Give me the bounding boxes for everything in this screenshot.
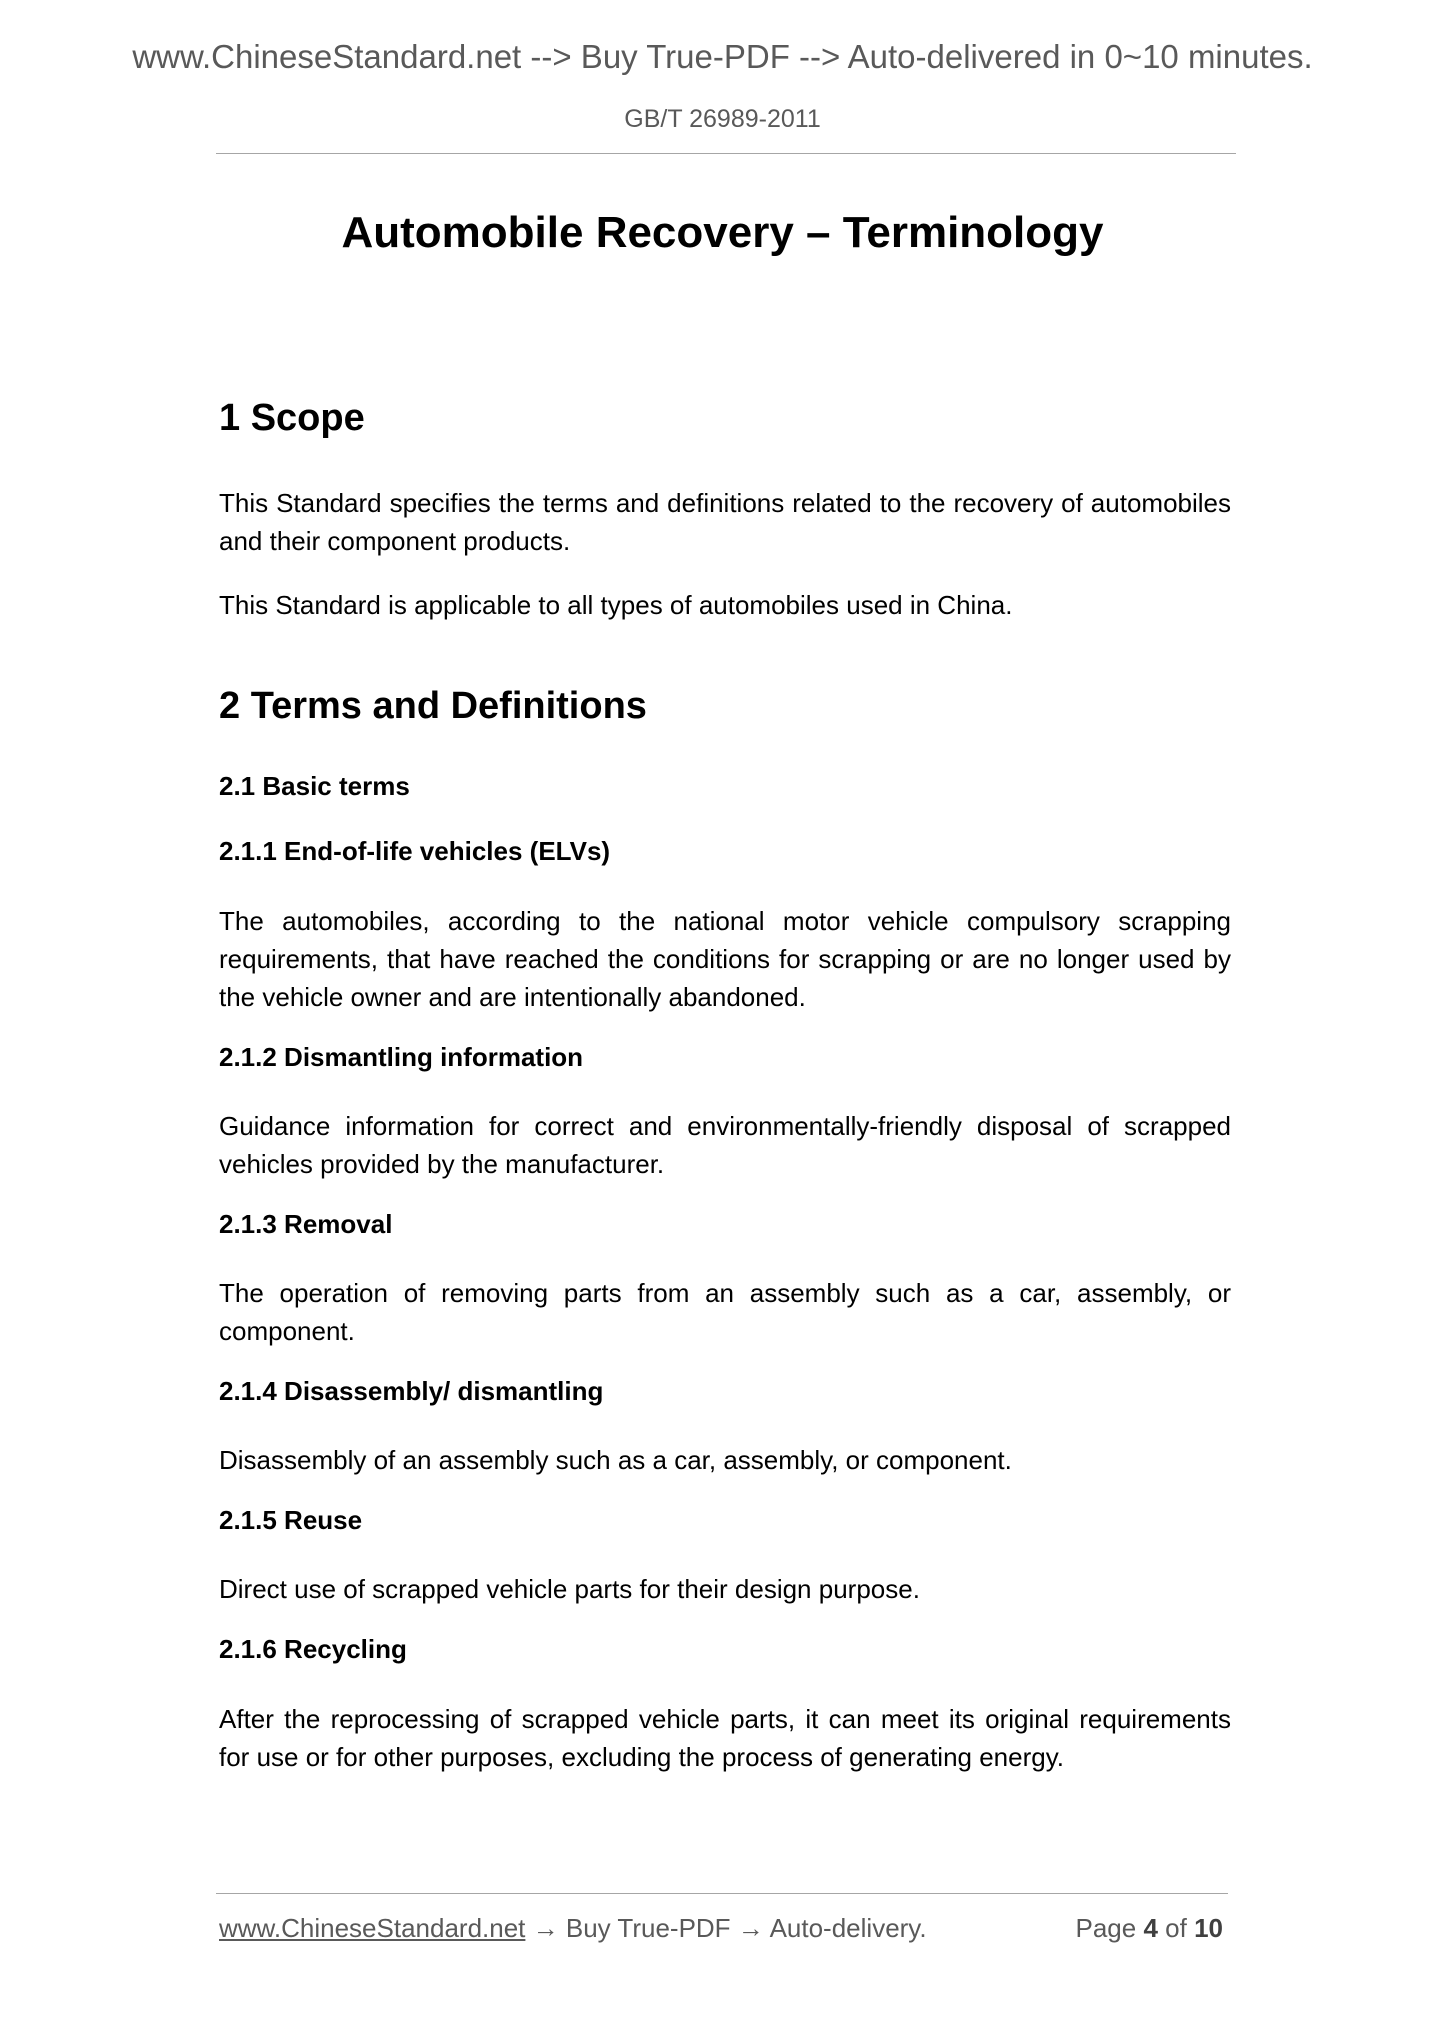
document-title: Automobile Recovery – Terminology — [341, 208, 1104, 257]
page-current: 4 — [1143, 1913, 1158, 1943]
subsection-heading-basic-terms: 2.1 Basic terms — [219, 771, 410, 802]
term-heading: 2.1.1 End-of-life vehicles (ELVs) — [219, 836, 611, 867]
page-label: Page — [1075, 1913, 1137, 1943]
term-heading: 2.1.4 Disassembly/ dismantling — [219, 1375, 604, 1406]
footer-promo — [219, 1913, 927, 1944]
page-total: 10 — [1194, 1913, 1223, 1943]
page-of-label: of — [1165, 1913, 1187, 1943]
scope-paragraph: This Standard is applicable to all types of automobiles used in China. — [219, 589, 1013, 620]
term-heading: 2.1.6 Recycling — [219, 1634, 407, 1665]
footer-tagline: → Buy True-PDF → Auto-delivery. — [525, 1913, 927, 1943]
term-definition: The automobiles, according to the national motor vehicle compulsory scrapping requirements, that have reached the conditions for scrapping or are no longer used by the vehicle owner and are intentionally abandoned. — [219, 905, 1231, 1012]
term-heading: 2.1.3 Removal — [219, 1208, 393, 1239]
term-definition: The operation of removing parts from an assembly such as a car, assembly, or component. — [219, 1277, 1231, 1346]
page-indicator — [1075, 1913, 1223, 1944]
term-heading: 2.1.2 Dismantling information — [219, 1041, 584, 1072]
section-heading-terms: 2 Terms and Definitions — [219, 684, 647, 727]
term-definition: Direct use of scrapped vehicle parts for their design purpose. — [219, 1574, 920, 1605]
term-definition: Guidance information for correct and environmentally-friendly disposal of scrapped vehicles provided by the manufacturer. — [219, 1110, 1231, 1179]
standard-code: GB/T 26989-2011 — [624, 105, 821, 133]
section-heading-scope: 1 Scope — [219, 397, 365, 439]
term-heading: 2.1.5 Reuse — [219, 1505, 363, 1536]
top-banner: www.ChineseStandard.net --> Buy True-PDF --> Auto-delivered in 0~10 minutes. — [132, 38, 1313, 75]
term-definition: After the reprocessing of scrapped vehicle parts, it can meet its original requirements for use or for other purposes, excluding the process of generating energy. — [219, 1703, 1231, 1772]
footer-divider — [216, 1893, 1228, 1894]
document-body — [219, 396, 1231, 1802]
header-divider — [216, 153, 1236, 154]
term-definition: Disassembly of an assembly such as a car, assembly, or component. — [219, 1445, 1012, 1476]
scope-paragraph: This Standard specifies the terms and definitions related to the recovery of automobiles and their component products. — [219, 487, 1231, 556]
footer-site-link[interactable]: www.ChineseStandard.net — [219, 1913, 526, 1943]
